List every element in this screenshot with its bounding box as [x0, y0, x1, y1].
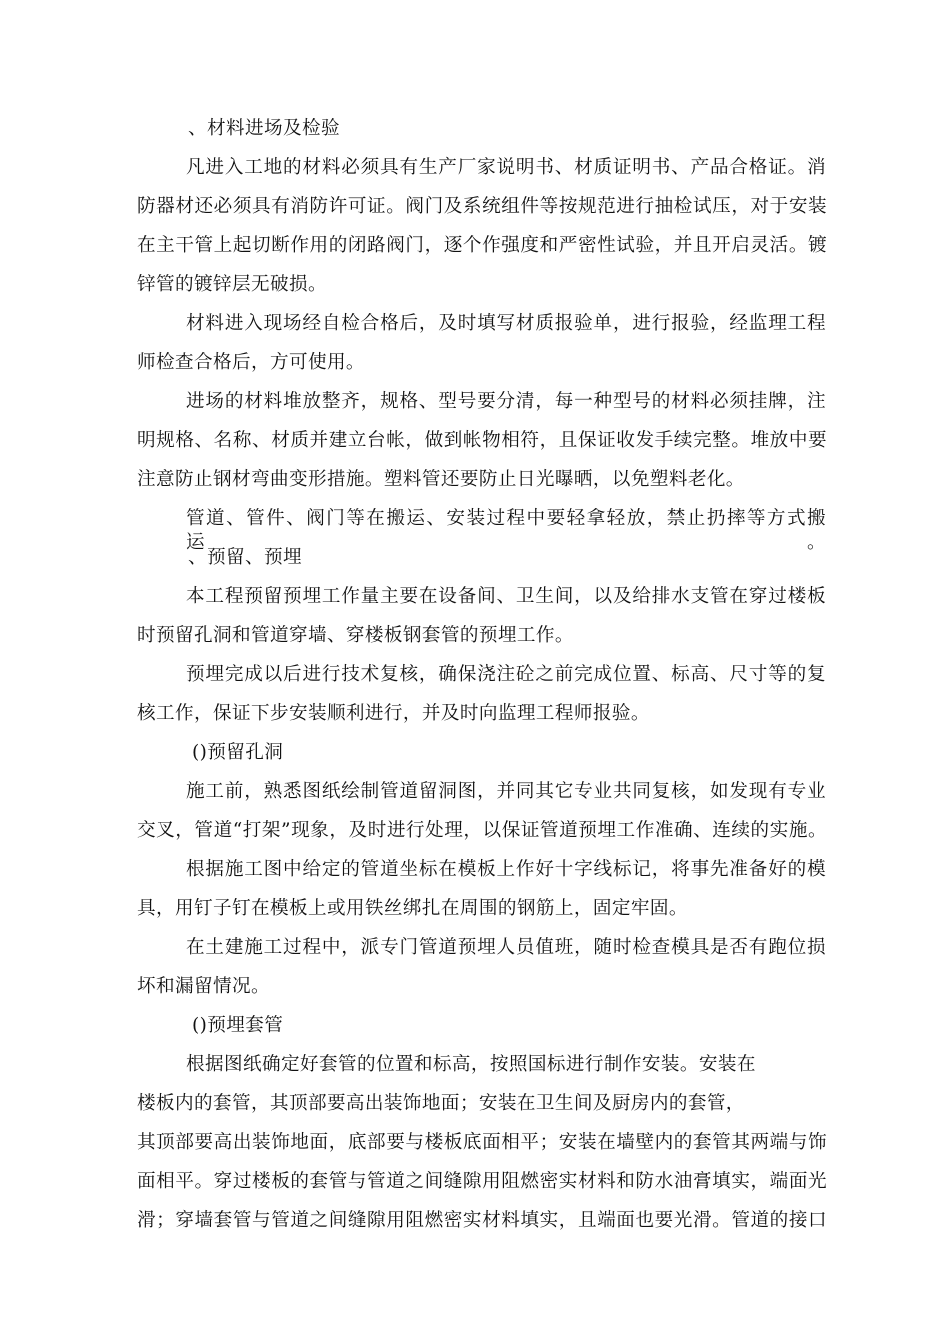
- paragraph-line: 根据图纸确定好套管的位置和标高，按照国标进行制作安装。安装在: [186, 1054, 756, 1075]
- paragraph-line: 防器材还必须具有消防许可证。阀门及系统组件等按规范进行抽检试压，对于安装: [137, 196, 827, 217]
- heading-reserve-embed: 、预留、预埋: [188, 547, 302, 568]
- paragraph-line: 注意防止钢材弯曲变形措施。塑料管还要防止日光曝晒，以免塑料老化。: [137, 469, 745, 490]
- paragraph-line: 面相平。穿过楼板的套管与管道之间缝隙用阻燃密实材料和防水油膏填实，端面光: [137, 1171, 827, 1192]
- paragraph-line: 锌管的镀锌层无破损。: [137, 274, 327, 295]
- paragraph-line: 在主干管上起切断作用的闭路阀门，逐个作强度和严密性试验，并且开启灵活。镀: [137, 235, 827, 256]
- subheading-embedded-sleeves: ()预埋套管: [192, 1015, 284, 1036]
- paragraph-line: 材料进入现场经自检合格后，及时填写材质报验单，进行报验，经监理工程: [186, 313, 826, 334]
- heading-material-inspection: 、材料进场及检验: [188, 118, 340, 139]
- subheading-reserved-holes: ()预留孔洞: [192, 742, 284, 763]
- paragraph-line: 本工程预留预埋工作量主要在设备间、卫生间，以及给排水支管在穿过楼板: [186, 586, 826, 607]
- paragraph-line: 在土建施工过程中，派专门管道预埋人员值班，随时检查模具是否有跑位损: [186, 937, 826, 958]
- paragraph-line: 预埋完成以后进行技术复核，确保浇注砼之前完成位置、标高、尺寸等的复: [186, 664, 826, 685]
- paragraph-line: 楼板内的套管，其顶部要高出装饰地面；安装在卫生间及厨房内的套管，: [137, 1093, 745, 1114]
- paragraph-line: 进场的材料堆放整齐，规格、型号要分清，每一种型号的材料必须挂牌，注: [186, 391, 826, 412]
- paragraph-line: 根据施工图中给定的管道坐标在模板上作好十字线标记，将事先准备好的模: [186, 859, 826, 880]
- paragraph-line: 时预留孔洞和管道穿墙、穿楼板钢套管的预埋工作。: [137, 625, 574, 646]
- paragraph-line: 具，用钉子钉在模板上或用铁丝绑扎在周围的钢筋上，固定牢固。: [137, 898, 688, 919]
- paragraph-line: 滑；穿墙套管与管道之间缝隙用阻燃密实材料填实，且端面也要光滑。管道的接口: [137, 1210, 827, 1231]
- paragraph-line: 师检查合格后，方可使用。: [137, 352, 365, 373]
- paragraph-line: 核工作，保证下步安装顺利进行，并及时向监理工程师报验。: [137, 703, 650, 724]
- paragraph-line: 明规格、名称、材质并建立台帐，做到帐物相符，且保证收发手续完整。堆放中要: [137, 430, 827, 451]
- paragraph-line: 管道、管件、阀门等在搬运、安装过程中要轻拿轻放，禁止扔摔等方式搬运。: [186, 508, 826, 553]
- paragraph-line: 交叉，管道“打架”现象，及时进行处理，以保证管道预埋工作准确、连续的实施。: [137, 820, 827, 841]
- paragraph-line: 坏和漏留情况。: [137, 976, 270, 997]
- paragraph-line: 其顶部要高出装饰地面，底部要与楼板底面相平；安装在墙壁内的套管其两端与饰: [137, 1132, 827, 1153]
- paragraph-line: 凡进入工地的材料必须具有生产厂家说明书、材质证明书、产品合格证。消: [186, 157, 826, 178]
- paragraph-line: 施工前，熟悉图纸绘制管道留洞图，并同其它专业共同复核，如发现有专业: [186, 781, 826, 802]
